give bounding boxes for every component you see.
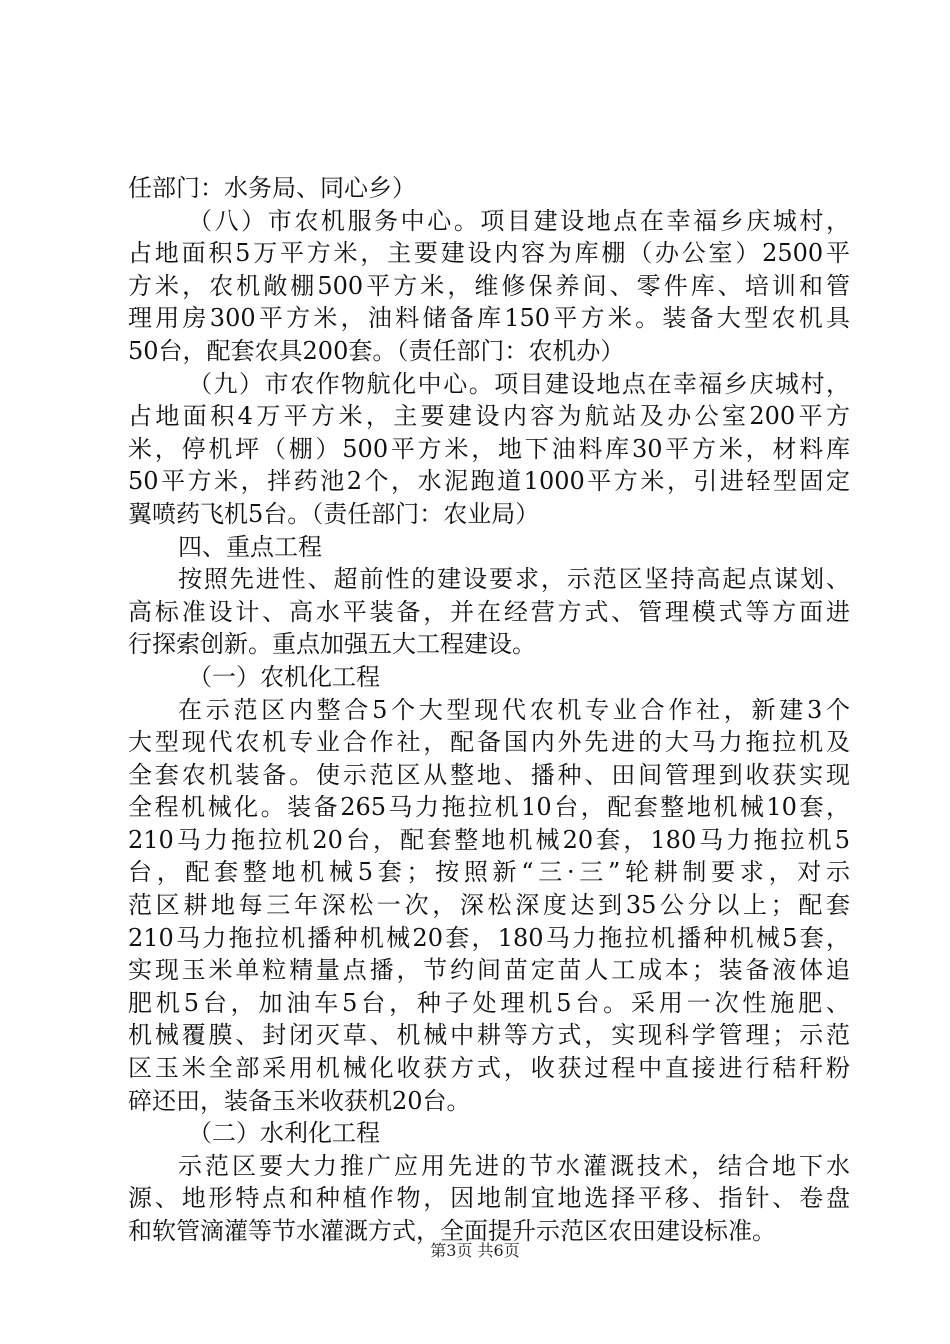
- text-line: 范区耕地每三年深松一次，深松深度达到35公分以上；配套: [128, 891, 850, 920]
- text-line: （一）农机化工程: [188, 662, 380, 691]
- text-line: 210马力拖拉机20台，配套整地机械20套，180马力拖拉机5: [128, 825, 850, 854]
- text-line: 和软管滴灌等节水灌溉方式，全面提升示范区农田建设标准。: [128, 1217, 776, 1245]
- text-line: 50台，配套农具200套。（责任部门：农机办）: [128, 336, 625, 365]
- text-line: 全程机械化。装备265马力拖拉机10台，配套整地机械10套，: [128, 793, 850, 822]
- text-line: 示范区要大力推广应用先进的节水灌溉技术，结合地下水: [178, 1151, 850, 1180]
- text-line: 50平方米，拌药池2个，水泥跑道1000平方米，引进轻型固定: [128, 467, 850, 496]
- text-line: 翼喷药飞机5台。（责任部门：农业局）: [128, 499, 540, 528]
- text-line: 理用房300平方米，油料储备库150平方米。装备大型农机具: [128, 304, 850, 333]
- text-line: 四、重点工程: [178, 532, 322, 561]
- text-line: 210马力拖拉机播种机械20套，180马力拖拉机播种机械5套，: [128, 923, 850, 952]
- text-line: 源、地形特点和种植作物，因地制宜地选择平移、指针、卷盘: [128, 1184, 850, 1213]
- text-line: 占地面积5万平方米，主要建设内容为库棚（办公室）2500平: [128, 239, 850, 268]
- text-line: 台，配套整地机械5套；按照新“三·三”轮耕制要求，对示: [128, 858, 850, 887]
- text-line: 全套农机装备。使示范区从整地、播种、田间管理到收获实现: [128, 760, 850, 789]
- page-footer: 第3页 共6页: [430, 1241, 520, 1260]
- text-line: 区玉米全部采用机械化收获方式，收获过程中直接进行秸秆粉: [128, 1054, 850, 1083]
- text-line: 肥机5台，加油车5台，种子处理机5台。采用一次性施肥、: [128, 988, 850, 1017]
- text-line: 方米，农机敞棚500平方米，维修保养间、零件库、培训和管: [128, 271, 850, 300]
- text-line: （八）市农机服务中心。项目建设地点在幸福乡庆城村，: [188, 206, 850, 235]
- text-line: 实现玉米单粒精量点播，节约间苗定苗人工成本；装备液体追: [128, 956, 850, 985]
- text-line: 碎还田，装备玉米收获机20台。: [128, 1086, 471, 1115]
- text-line: 米，停机坪（棚）500平方米，地下油料库30平方米，材料库: [128, 434, 850, 463]
- text-line: 高标准设计、高水平装备，并在经营方式、管理模式等方面进: [128, 597, 850, 626]
- text-line: 任部门：水务局、同心乡）: [128, 174, 416, 202]
- text-line: （九）市农作物航化中心。项目建设地点在幸福乡庆城村，: [188, 369, 850, 398]
- text-line: 在示范区内整合5个大型现代农机专业合作社，新建3个: [178, 695, 850, 724]
- text-line: 按照先进性、超前性的建设要求，示范区坚持高起点谋划、: [178, 565, 850, 594]
- text-line: 机械覆膜、封闭灭草、机械中耕等方式，实现科学管理；示范: [128, 1021, 850, 1050]
- text-line: （二）水利化工程: [188, 1119, 380, 1148]
- text-line: 占地面积4万平方米，主要建设内容为航站及办公室200平方: [128, 402, 850, 431]
- text-line: 行探索创新。重点加强五大工程建设。: [128, 630, 536, 659]
- document-body: [128, 172, 850, 1248]
- text-line: 大型现代农机专业合作社，配备国内外先进的大马力拖拉机及: [128, 728, 850, 757]
